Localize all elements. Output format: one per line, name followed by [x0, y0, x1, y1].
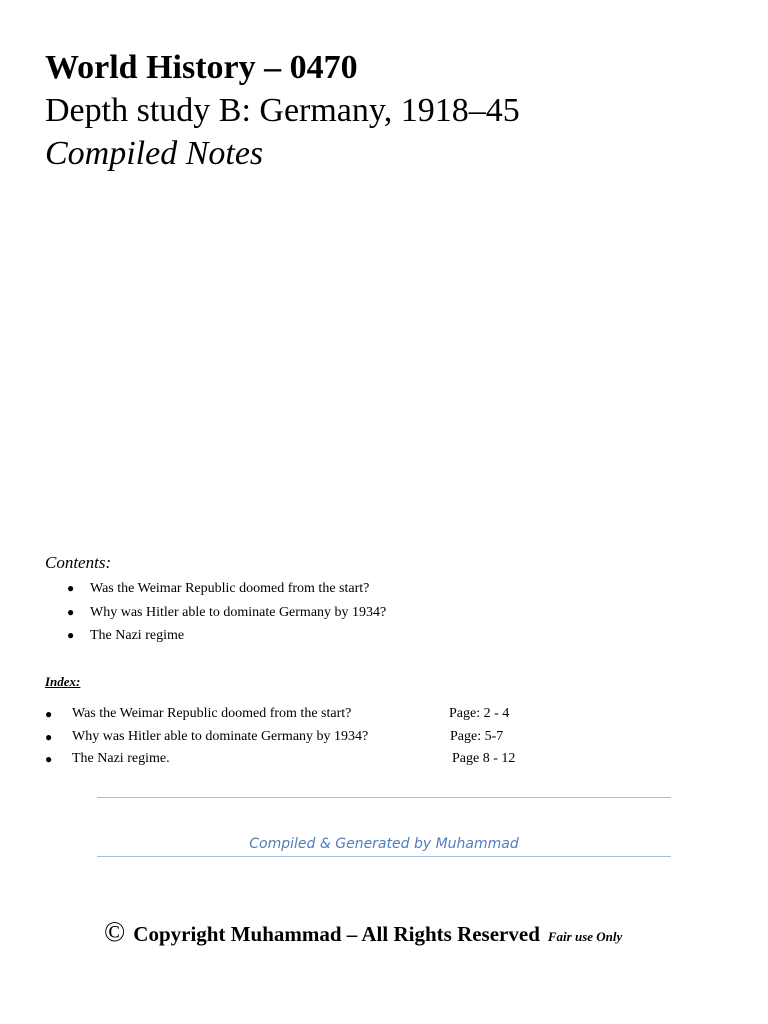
index-item-pages: Page: 5-7 — [450, 728, 504, 744]
document-title: World History – 0470 — [45, 49, 358, 86]
contents-item — [62, 601, 386, 625]
bullet-icon: ● — [45, 752, 53, 766]
index-list — [40, 703, 560, 771]
copyright-icon: © — [104, 917, 126, 948]
contents-list — [62, 577, 386, 648]
index-item-topic: Why was Hitler able to dominate Germany by 1934? — [72, 728, 369, 744]
index-heading: Index: — [45, 674, 81, 689]
contents-item-label: Why was Hitler able to dominate Germany by 1934? — [90, 604, 387, 620]
bullet-icon: ● — [45, 729, 53, 744]
index-item — [40, 726, 560, 749]
copyright-text: Copyright Muhammad – All Rights Reserved — [133, 922, 540, 946]
credit-line: Compiled & Generated by Muhammad — [249, 836, 519, 852]
contents-item-label: The Nazi regime — [90, 628, 185, 643]
footer-divider-top — [97, 797, 671, 798]
bullet-icon: ● — [45, 707, 53, 721]
contents-heading: Contents: — [45, 553, 112, 572]
compiled-notes-label: Compiled Notes — [45, 135, 264, 172]
index-item-topic: The Nazi regime. — [72, 751, 170, 766]
index-item — [40, 748, 560, 771]
contents-item — [62, 577, 386, 601]
index-item-pages: Page 8 - 12 — [452, 751, 516, 766]
index-item-topic: Was the Weimar Republic doomed from the start? — [72, 706, 352, 721]
index-item — [40, 703, 560, 726]
fair-use-note: Fair use Only — [547, 929, 623, 944]
index-item-pages: Page: 2 - 4 — [449, 706, 510, 721]
bullet-icon: ● — [67, 604, 75, 619]
footer-divider-bottom — [97, 856, 671, 857]
contents-item-label: Was the Weimar Republic doomed from the start? — [90, 581, 370, 596]
document-subtitle: Depth study B: Germany, 1918–45 — [45, 92, 520, 129]
bullet-icon: ● — [67, 581, 75, 595]
copyright-line — [104, 917, 622, 953]
bullet-icon: ● — [67, 628, 75, 642]
contents-item — [62, 624, 386, 648]
